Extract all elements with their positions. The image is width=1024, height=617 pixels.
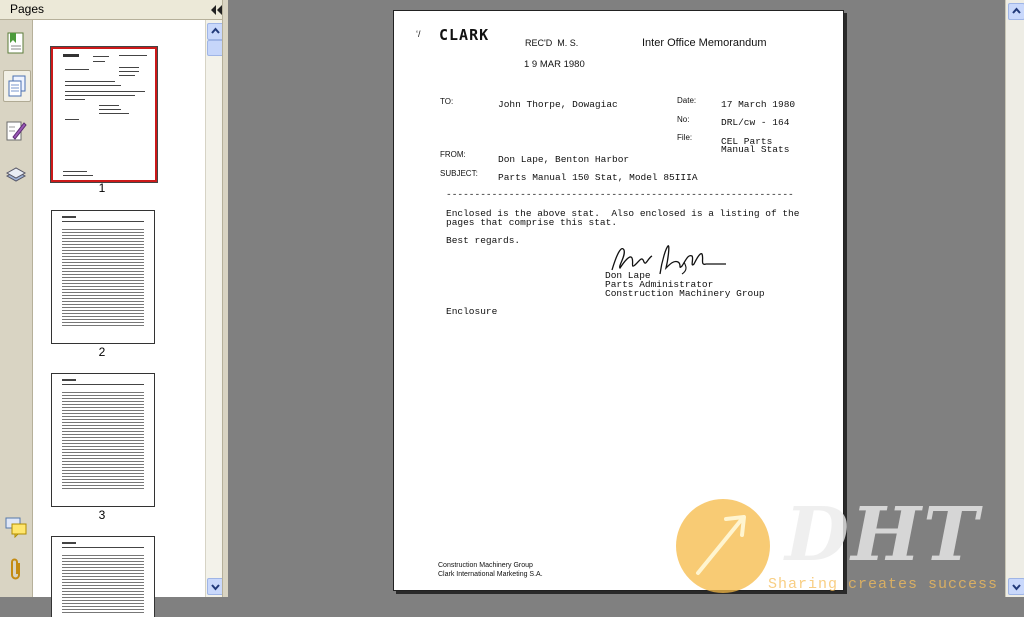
- pages-panel-header: [0, 0, 227, 20]
- pages-panel: [0, 0, 227, 597]
- enclosure-note: Enclosure: [446, 306, 498, 317]
- closing-text: Best regards.: [446, 235, 521, 246]
- bookmarks-icon[interactable]: [3, 28, 29, 58]
- navigation-icon-strip: [0, 20, 33, 597]
- footer-line-1: Construction Machinery Group: [438, 562, 533, 569]
- collapse-panel-icon[interactable]: [209, 3, 223, 15]
- page-thumbnail-2[interactable]: [51, 210, 155, 344]
- page-thumbnail-label: 1: [98, 181, 106, 195]
- comments-icon[interactable]: [3, 512, 29, 542]
- to-value: John Thorpe, Dowagiac: [498, 99, 618, 110]
- page-thumbnail-label: 2: [98, 345, 106, 359]
- watermark-brand: DHT: [785, 492, 981, 578]
- footer-line-2: Clark International Marketing S.A.: [438, 571, 543, 578]
- document-scrollbar[interactable]: [1005, 0, 1024, 597]
- date-value: 17 March 1980: [721, 99, 796, 110]
- signatures-icon[interactable]: [3, 116, 29, 146]
- signatory-group: Construction Machinery Group: [605, 288, 765, 299]
- thumbnail-scrollbar[interactable]: [205, 20, 223, 597]
- page-thumbnail-3[interactable]: [51, 373, 155, 507]
- scroll-up-button[interactable]: [1008, 3, 1024, 20]
- attachments-icon[interactable]: [3, 554, 29, 584]
- page-thumbnail-4[interactable]: [51, 536, 155, 617]
- received-date-stamp: 1 9 MAR 1980: [524, 59, 585, 70]
- file-value-line-2: Manual Stats: [721, 144, 790, 155]
- page-thumbnail-label: 3: [98, 508, 106, 522]
- pages-panel-title: Pages: [10, 2, 45, 16]
- layers-icon[interactable]: [3, 160, 29, 190]
- subject-label: SUBJECT:: [440, 169, 478, 178]
- signatory-title: Parts Administrator: [605, 279, 714, 290]
- pages-icon[interactable]: [3, 70, 31, 102]
- page-thumbnail-list: [33, 20, 205, 597]
- to-label: TO:: [440, 97, 454, 106]
- file-value: CEL Parts: [721, 136, 773, 147]
- document-page: [393, 10, 844, 591]
- watermark-logo-icon: [676, 499, 770, 593]
- clark-logo: CLARK: [439, 26, 490, 44]
- from-value: Don Lape, Benton Harbor: [498, 154, 630, 165]
- panel-splitter[interactable]: [222, 0, 228, 597]
- file-label: File:: [677, 133, 693, 142]
- number-label: No:: [677, 115, 690, 124]
- body-text-line-1: Enclosed is the above stat. Also enclosed is a listing of the: [446, 208, 800, 219]
- separator-line: -------------------------------------------------------------: [446, 189, 794, 200]
- handwritten-mark: ‘/: [416, 29, 421, 39]
- signatory-name: Don Lape: [605, 270, 651, 281]
- from-label: FROM:: [440, 150, 466, 159]
- date-label: Date:: [677, 96, 697, 105]
- number-value: DRL/cw - 164: [721, 117, 790, 128]
- body-text-line-2: pages that comprise this stat.: [446, 217, 618, 228]
- memo-title: Inter Office Memorandum: [642, 37, 767, 49]
- page-thumbnail-1[interactable]: [51, 47, 157, 182]
- subject-value: Parts Manual 150 Stat, Model 85IIIA: [498, 172, 698, 183]
- scroll-down-button[interactable]: [1008, 578, 1024, 595]
- received-stamp: REC'D M. S.: [525, 38, 579, 48]
- watermark-tagline: Sharing creates success: [768, 576, 999, 593]
